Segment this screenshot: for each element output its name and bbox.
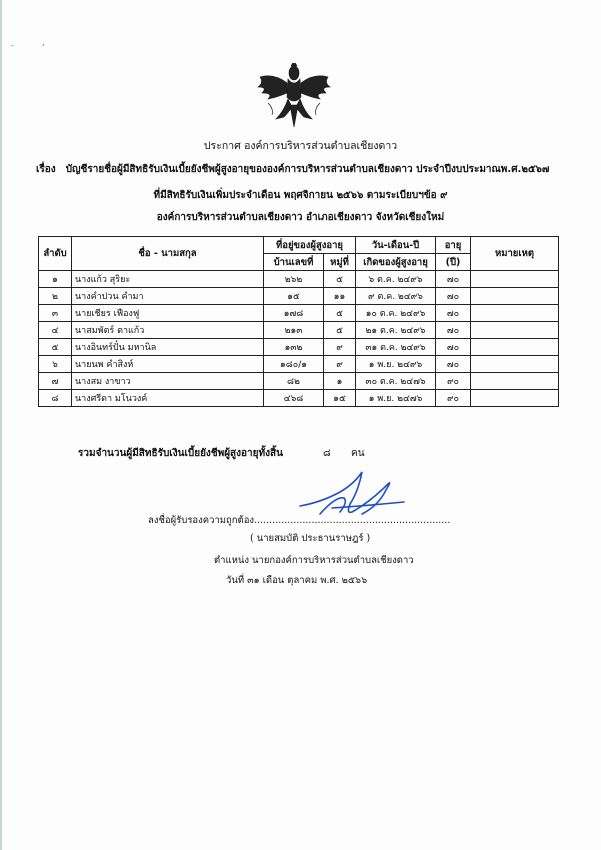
cell-remark	[471, 339, 559, 356]
table-row	[39, 305, 559, 322]
table-row	[39, 373, 559, 390]
signature-date: วันที่ ๓๑ เดือน ตุลาคม พ.ศ. ๒๕๖๖	[226, 575, 368, 586]
cell-remark	[471, 390, 559, 407]
table-row	[39, 339, 559, 356]
cell-house: ๑๗๘	[264, 305, 324, 322]
cell-name: นางคำปวน คำมา	[72, 288, 264, 305]
cell-dob: ๓๑ ต.ค. ๒๔๙๖	[356, 339, 436, 356]
cell-remark	[471, 322, 559, 339]
scan-mark-2: ,	[42, 38, 45, 47]
garuda-emblem-icon	[254, 63, 334, 129]
subject-line	[36, 162, 549, 177]
cell-name: นางศรีดา มโนวงค์	[72, 390, 264, 407]
cell-moo: ๙	[324, 356, 356, 373]
subject-text: บัญชีรายชื่อผู้มีสิทธิรับเงินเบี้ยยังชีพผู้สูงอายุขององค์การบริหารส่วนตำบลเชียงดาว ประจำปีงบประมาณพ.ศ.๒๕๖๗	[65, 164, 550, 175]
cell-house: ๒๖๒	[264, 271, 324, 288]
cell-moo: ๑	[324, 373, 356, 390]
cell-remark	[471, 288, 559, 305]
cell-no: ๒	[39, 288, 72, 305]
col-header-dob: วัน-เดือน-ปี	[356, 237, 436, 254]
col-header-age: อายุ	[436, 237, 471, 254]
cell-no: ๘	[39, 390, 72, 407]
cell-house: ๑๓๒	[264, 339, 324, 356]
announcement-title: ประกาศ องค์การบริหารส่วนตำบลเชียงดาว	[203, 140, 398, 152]
cell-no: ๔	[39, 322, 72, 339]
subject-label: เรื่อง	[36, 164, 56, 175]
col-header-address: ที่อยู่ของผู้สูงอายุ	[264, 237, 356, 254]
beneficiary-table	[38, 236, 559, 407]
cell-dob: ๒๑ ต.ค. ๒๔๙๖	[356, 322, 436, 339]
cell-dob: ๑ พ.ย. ๒๔๙๖	[356, 356, 436, 373]
col-header-no: ลำดับ	[39, 237, 72, 271]
cell-dob: ๑ พ.ย. ๒๔๗๖	[356, 390, 436, 407]
cell-name: นาสมพัตร์ ตาแก้ว	[72, 322, 264, 339]
signer-name: ( นายสมบัติ ประธานราษฎร์ )	[250, 533, 371, 544]
scan-edge	[0, 0, 2, 850]
cell-name: นางสม งาขาว	[72, 373, 264, 390]
cell-age: ๗๐	[436, 288, 471, 305]
col-header-dob-sub: เกิดของผู้สูงอายุ	[356, 254, 436, 271]
cell-age: ๙๐	[436, 390, 471, 407]
cell-dob: ๓๐ ต.ค. ๒๔๗๖	[356, 373, 436, 390]
cell-moo: ๑๑	[324, 288, 356, 305]
col-header-age-sub: (ปี)	[436, 254, 471, 271]
cell-remark	[471, 356, 559, 373]
signer-position: ตำแหน่ง นายกองค์การบริหารส่วนตำบลเชียงดาว	[214, 555, 414, 566]
col-header-name: ชื่อ - นามสกุล	[72, 237, 264, 271]
cell-no: ๕	[39, 339, 72, 356]
cell-remark	[471, 373, 559, 390]
cell-age: ๗๐	[436, 339, 471, 356]
cell-dob: ๙ ต.ค. ๒๔๙๖	[356, 288, 436, 305]
summary-line	[78, 446, 365, 461]
cell-name: นายเชียร เฟืองฟู	[72, 305, 264, 322]
cell-name: นางแก้ว สุริยะ	[72, 271, 264, 288]
cell-house: ๒๑๓	[264, 322, 324, 339]
cell-remark	[471, 305, 559, 322]
col-header-remark: หมายเหตุ	[471, 237, 559, 271]
organization-line: องค์การบริหารส่วนตำบลเชียงดาว อำเภอเชียงดาว จังหวัดเชียงใหม่	[156, 212, 445, 223]
cell-no: ๓	[39, 305, 72, 322]
cell-age: ๗๐	[436, 356, 471, 373]
cell-age: ๗๐	[436, 322, 471, 339]
cell-age: ๙๐	[436, 373, 471, 390]
col-header-moo: หมู่ที่	[324, 254, 356, 271]
scan-mark: -	[11, 41, 14, 50]
table-row	[39, 390, 559, 407]
cell-moo: ๙	[324, 339, 356, 356]
table-row	[39, 271, 559, 288]
cell-age: ๗๐	[436, 305, 471, 322]
cell-moo: ๕	[324, 305, 356, 322]
summary-label: รวมจำนวนผู้มีสิทธิรับเงินเบี้ยยังชีพผู้สูงอายุทั้งสิ้น	[78, 448, 283, 459]
cell-no: ๖	[39, 356, 72, 373]
cell-moo: ๕	[324, 322, 356, 339]
cell-house: ๑๕	[264, 288, 324, 305]
table-row	[39, 288, 559, 305]
cell-dob: ๑๐ ต.ค. ๒๔๙๖	[356, 305, 436, 322]
summary-count: ๘	[323, 448, 331, 459]
cell-no: ๑	[39, 271, 72, 288]
cell-remark	[471, 271, 559, 288]
summary-unit: คน	[351, 448, 365, 459]
cell-house: ๘๒	[264, 373, 324, 390]
cell-name: นายนพ คำสิงห์	[72, 356, 264, 373]
cell-age: ๗๐	[436, 271, 471, 288]
subject-line-2: ที่มีสิทธิรับเงินเพิ่มประจำเดือน พฤศจิกายน ๒๕๖๖ ตามระเบียบฯข้อ ๙	[153, 190, 448, 201]
table-row	[39, 322, 559, 339]
cell-moo: ๑๕	[324, 390, 356, 407]
table-row	[39, 356, 559, 373]
cell-house: ๑๘๐/๑	[264, 356, 324, 373]
cell-dob: ๖ ต.ค. ๒๔๙๖	[356, 271, 436, 288]
cell-no: ๗	[39, 373, 72, 390]
cell-house: ๔๖๘	[264, 390, 324, 407]
cell-name: นางอินทร์ปั๋น มหานิล	[72, 339, 264, 356]
signature-line: ลงชื่อผู้รับรองความถูกต้อง.................................................................	[148, 515, 451, 526]
cell-moo: ๕	[324, 271, 356, 288]
col-header-house: บ้านเลขที่	[264, 254, 324, 271]
